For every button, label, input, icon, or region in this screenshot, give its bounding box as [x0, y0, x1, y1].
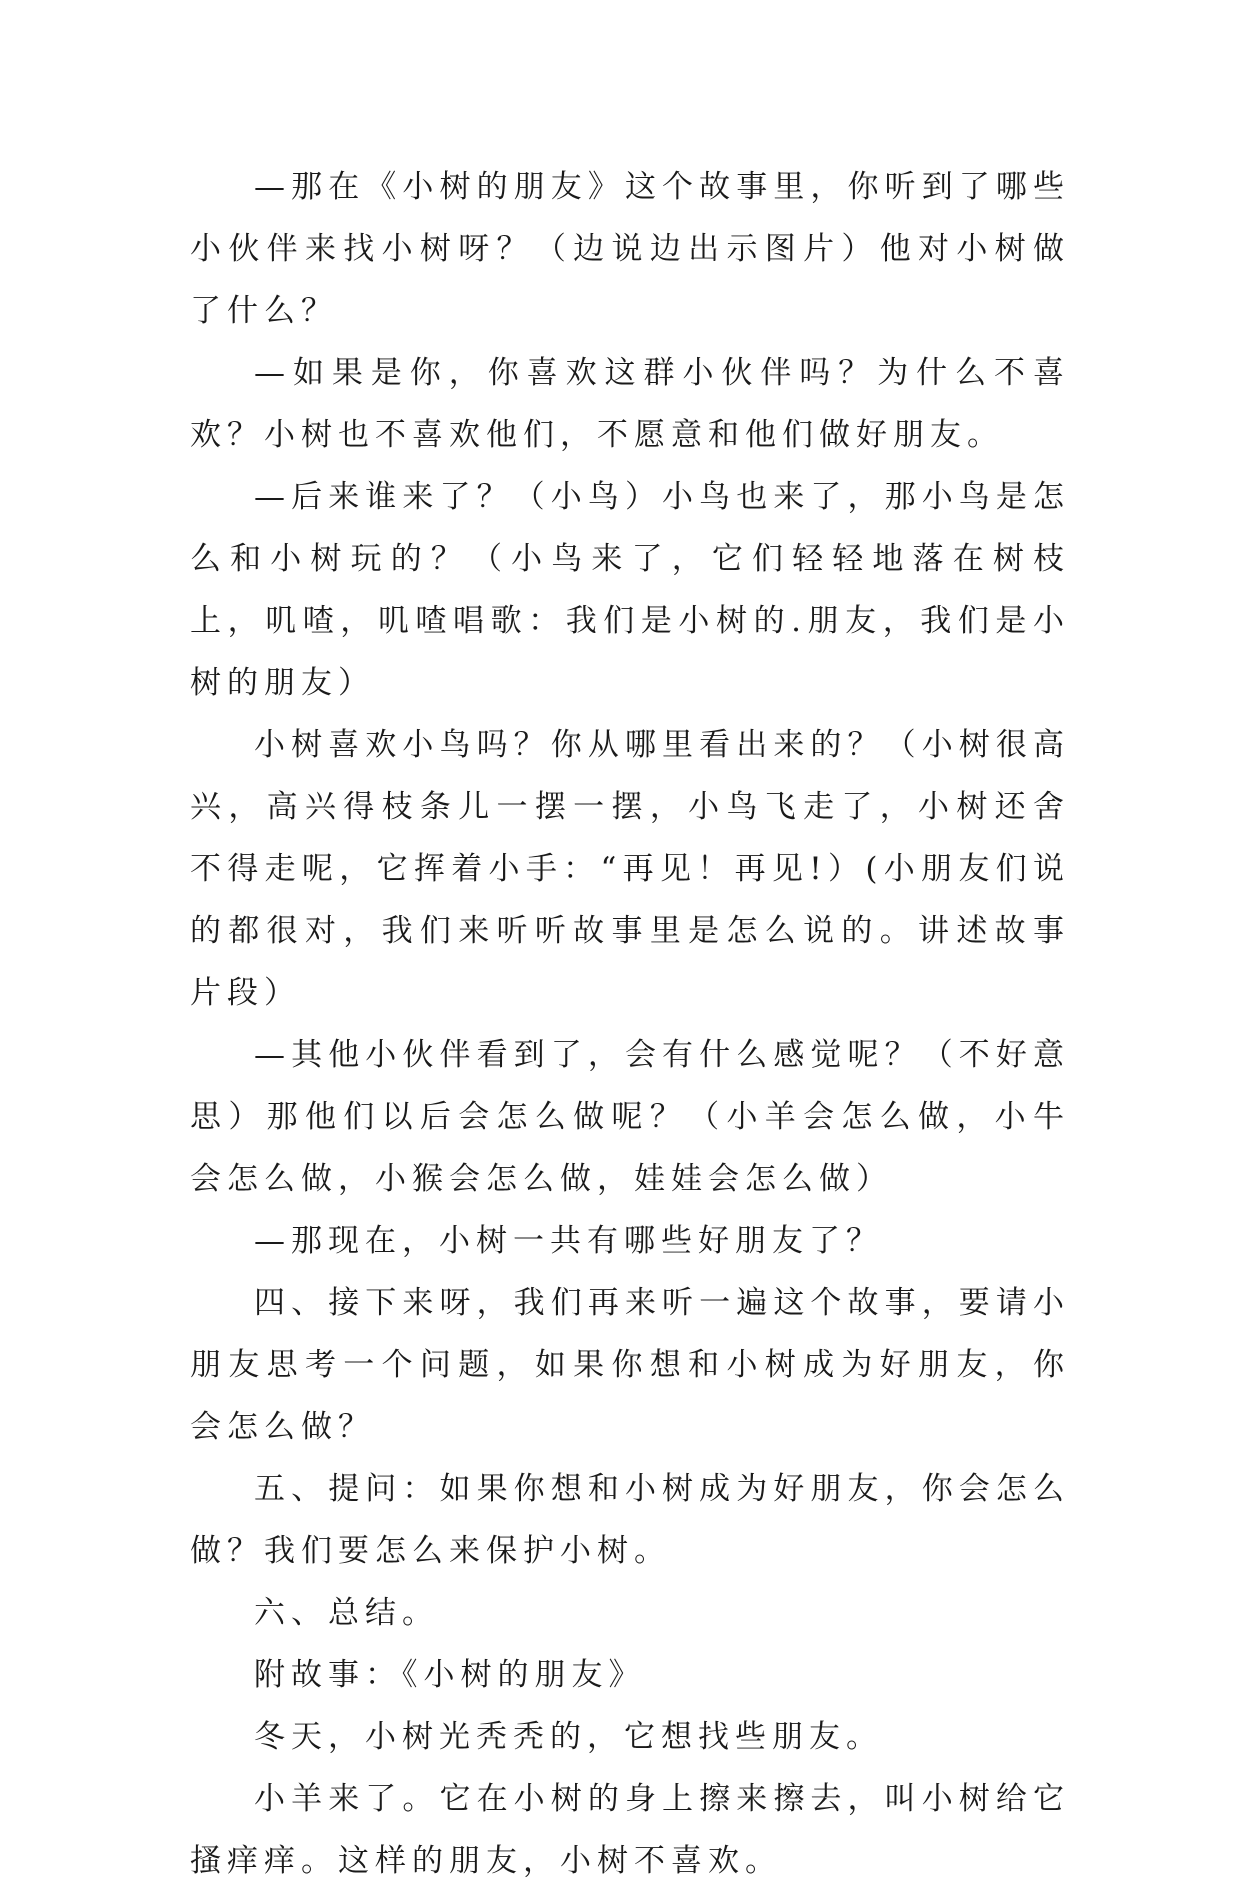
paragraph-5: —其他小伙伴看到了，会有什么感觉呢？（不好意思）那他们以后会怎么做呢？（小羊会怎么做，小牛会怎么做，小猴会怎么做，娃娃会怎么做）: [190, 1037, 1070, 1197]
paragraph-3: —后来谁来了？（小鸟）小鸟也来了，那小鸟是怎么和小树玩的？（小鸟来了，它们轻轻地落在树枝上，叽喳，叽喳唱歌：我们是小树的.朋友，我们是小树的朋友）: [190, 479, 1070, 701]
paragraph-4: 小树喜欢小鸟吗？你从哪里看出来的？（小树很高兴，高兴得枝条儿一摆一摆，小鸟飞走了，小树还舍不得走呢，它挥着小手：“再见！再见!）(小朋友们说的都很对，我们来听听故事里是怎么说的。讲述故事片段）: [190, 727, 1070, 1011]
paragraph-7: 四、接下来呀，我们再来听一遍这个故事，要请小朋友思考一个问题，如果你想和小树成为好朋友，你会怎么做？: [190, 1285, 1070, 1445]
paragraph-10: 附故事：《小树的朋友》: [254, 1657, 646, 1693]
paragraph-12: 小羊来了。它在小树的身上擦来擦去，叫小树给它搔痒痒。这样的朋友，小树不喜欢。: [190, 1781, 1070, 1879]
document-page: [190, 156, 1070, 1892]
paragraph-8: 五、提问：如果你想和小树成为好朋友，你会怎么做？我们要怎么来保护小树。: [190, 1471, 1070, 1569]
paragraph-1: —那在《小树的朋友》这个故事里，你听到了哪些小伙伴来找小树呀？（边说边出示图片）他对小树做了什么？: [190, 169, 1070, 329]
paragraph-9: 六、总结。: [254, 1595, 439, 1631]
paragraph-6: —那现在，小树一共有哪些好朋友了？: [254, 1223, 883, 1259]
paragraph-11: 冬天，小树光秃秃的，它想找些朋友。: [254, 1719, 883, 1755]
paragraph-2: —如果是你，你喜欢这群小伙伴吗？为什么不喜欢？小树也不喜欢他们，不愿意和他们做好朋友。: [190, 355, 1070, 453]
